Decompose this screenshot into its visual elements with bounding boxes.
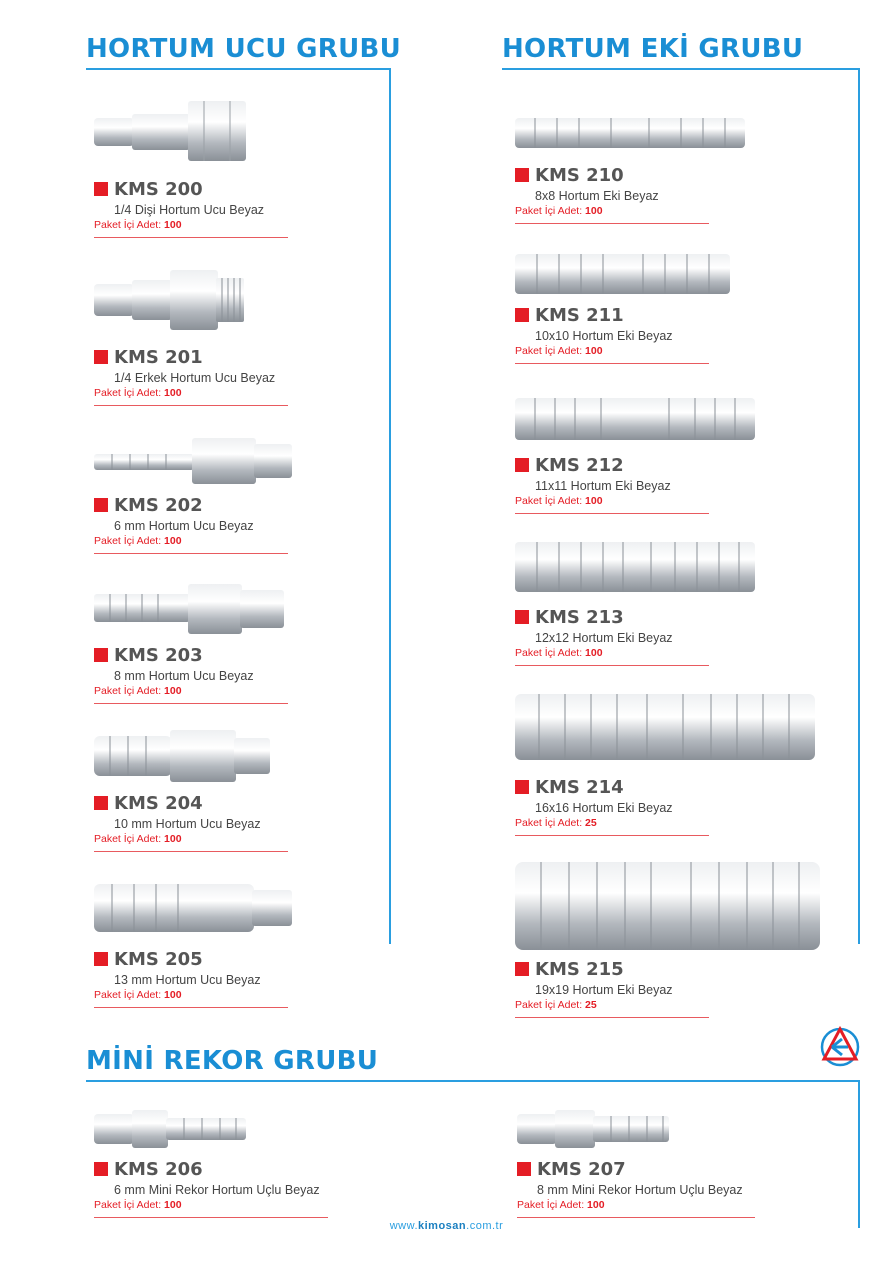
item-underline (94, 1217, 328, 1218)
product-description: 11x11 Hortum Eki Beyaz (535, 479, 671, 493)
product-kms-214 (515, 686, 820, 836)
bullet-square (515, 610, 529, 624)
section-title-hortum-ucu: HORTUM UCU GRUBU (86, 34, 402, 64)
bullet-square (515, 962, 529, 976)
rule-bottom-top (86, 1080, 860, 1082)
product-kms-201 (94, 264, 294, 412)
package-qty: Paket İçi Adet: 100 (515, 647, 603, 659)
product-code: KMS 202 (114, 494, 203, 516)
product-code: KMS 200 (114, 178, 203, 200)
item-underline (517, 1217, 755, 1218)
product-description: 8x8 Hortum Eki Beyaz (535, 189, 659, 203)
bullet-square (94, 350, 108, 364)
product-photo (94, 728, 294, 798)
rule-left-vertical (389, 68, 391, 944)
item-underline (94, 703, 288, 704)
product-kms-211 (515, 248, 755, 363)
product-photo (515, 110, 755, 160)
product-description: 1/4 Dişi Hortum Ucu Beyaz (114, 203, 265, 217)
package-qty: Paket İçi Adet: 100 (94, 1199, 182, 1211)
product-kms-200 (94, 96, 294, 244)
product-photo (94, 580, 294, 650)
product-description: 10 mm Hortum Ucu Beyaz (114, 817, 261, 831)
product-photo (515, 390, 760, 450)
product-photo (515, 858, 825, 958)
product-photo (94, 430, 294, 500)
rule-bottom-vertical (858, 1080, 860, 1228)
package-qty: Paket İçi Adet: 100 (94, 685, 182, 697)
bullet-square (515, 780, 529, 794)
item-underline (94, 851, 288, 852)
product-code: KMS 212 (535, 454, 624, 476)
product-description: 12x12 Hortum Eki Beyaz (535, 631, 673, 645)
footer-website[interactable]: www.kimosan.com.tr (389, 1220, 504, 1232)
bullet-square (94, 796, 108, 810)
product-code: KMS 201 (114, 346, 203, 368)
bullet-square (515, 168, 529, 182)
kimosan-logo-icon (818, 1025, 862, 1069)
product-code: KMS 206 (114, 1158, 203, 1180)
package-qty: Paket İçi Adet: 100 (94, 833, 182, 845)
product-photo (515, 536, 760, 601)
product-photo (515, 248, 755, 303)
product-kms-207 (517, 1106, 757, 1221)
bullet-square (94, 1162, 108, 1176)
product-kms-213 (515, 536, 760, 666)
rule-right-top (502, 68, 860, 70)
bullet-square (94, 648, 108, 662)
bullet-square (94, 182, 108, 196)
package-qty: Paket İçi Adet: 100 (517, 1199, 605, 1211)
product-code: KMS 203 (114, 644, 203, 666)
product-description: 8 mm Mini Rekor Hortum Uçlu Beyaz (537, 1183, 743, 1197)
item-underline (515, 1017, 709, 1018)
section-title-hortum-eki: HORTUM EKİ GRUBU (502, 34, 804, 64)
product-code: KMS 207 (537, 1158, 626, 1180)
item-underline (515, 665, 709, 666)
product-code: KMS 215 (535, 958, 624, 980)
bullet-square (517, 1162, 531, 1176)
package-qty: Paket İçi Adet: 100 (94, 989, 182, 1001)
item-underline (515, 835, 709, 836)
bullet-square (94, 498, 108, 512)
product-kms-210 (515, 110, 755, 225)
product-photo (515, 686, 820, 771)
item-underline (94, 405, 288, 406)
product-kms-202 (94, 430, 294, 578)
product-description: 13 mm Hortum Ucu Beyaz (114, 973, 261, 987)
package-qty: Paket İçi Adet: 100 (515, 345, 603, 357)
bullet-square (515, 458, 529, 472)
product-description: 16x16 Hortum Eki Beyaz (535, 801, 673, 815)
package-qty: Paket İçi Adet: 100 (94, 387, 182, 399)
product-kms-203 (94, 580, 294, 728)
product-kms-215 (515, 858, 825, 1020)
product-code: KMS 204 (114, 792, 203, 814)
package-qty: Paket İçi Adet: 100 (515, 495, 603, 507)
product-photo (517, 1106, 757, 1156)
rule-right-vertical (858, 68, 860, 944)
product-description: 8 mm Hortum Ucu Beyaz (114, 669, 254, 683)
item-underline (515, 223, 709, 224)
bullet-square (515, 308, 529, 322)
product-code: KMS 211 (535, 304, 624, 326)
product-photo (94, 264, 294, 344)
item-underline (94, 237, 288, 238)
product-kms-206 (94, 1106, 334, 1221)
item-underline (515, 363, 709, 364)
package-qty: Paket İçi Adet: 100 (94, 535, 182, 547)
product-photo (94, 880, 294, 950)
item-underline (94, 553, 288, 554)
bullet-square (94, 952, 108, 966)
product-description: 1/4 Erkek Hortum Ucu Beyaz (114, 371, 276, 385)
product-kms-204 (94, 728, 294, 876)
product-description: 10x10 Hortum Eki Beyaz (535, 329, 673, 343)
product-photo (94, 96, 294, 176)
product-kms-212 (515, 390, 760, 515)
section-title-mini-rekor: MİNİ REKOR GRUBU (86, 1046, 379, 1076)
product-code: KMS 210 (535, 164, 624, 186)
product-code: KMS 213 (535, 606, 624, 628)
product-code: KMS 205 (114, 948, 203, 970)
product-code: KMS 214 (535, 776, 624, 798)
package-qty: Paket İçi Adet: 25 (515, 817, 597, 829)
product-photo (94, 1106, 334, 1156)
product-description: 6 mm Mini Rekor Hortum Uçlu Beyaz (114, 1183, 320, 1197)
product-kms-205 (94, 880, 294, 1028)
package-qty: Paket İçi Adet: 25 (515, 999, 597, 1011)
rule-left-top (86, 68, 391, 70)
package-qty: Paket İçi Adet: 100 (515, 205, 603, 217)
package-qty: Paket İçi Adet: 100 (94, 219, 182, 231)
product-description: 19x19 Hortum Eki Beyaz (535, 983, 673, 997)
item-underline (94, 1007, 288, 1008)
product-description: 6 mm Hortum Ucu Beyaz (114, 519, 254, 533)
item-underline (515, 513, 709, 514)
